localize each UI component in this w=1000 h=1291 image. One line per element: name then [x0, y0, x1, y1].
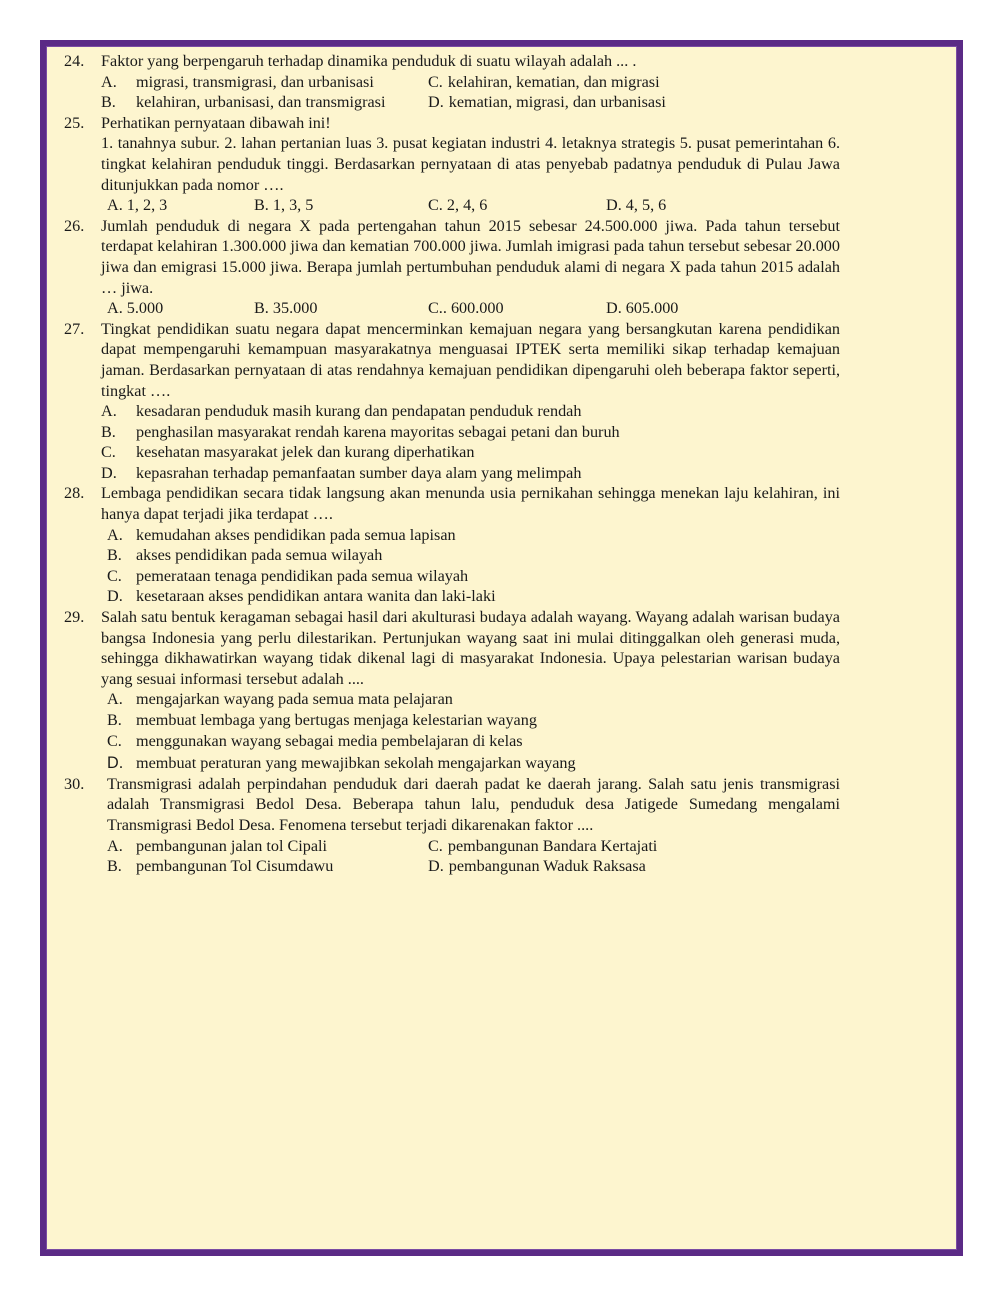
option-letter: C. [428, 836, 443, 855]
question-24 [64, 51, 840, 113]
option-letter: D. [107, 587, 123, 606]
option-a[interactable] [107, 525, 840, 546]
question-stem: 1. tanahnya subur. 2. lahan pertanian luas 3. pusat kegiatan industri 4. letaknya strategis 5. pusat pemerintahan 6. tingkat kelahiran penduduk tinggi. Berdasarkan pernyataan di atas penyebab padatnya penduduk di Pulau Jawa ditunjukkan pada nomor …. [101, 134, 840, 194]
question-number: 28. [64, 484, 85, 503]
option-a[interactable] [101, 72, 428, 93]
question-number: 26. [64, 216, 85, 235]
option-letter: A. [107, 690, 123, 709]
option-letter: C. [107, 566, 122, 585]
option-text: pembangunan Tol Cisumdawu [136, 857, 334, 876]
option-d[interactable] [101, 463, 840, 484]
option-a[interactable]: A. 5.000 [107, 299, 164, 318]
option-text: pembangunan jalan tol Cipali [136, 836, 328, 855]
question-number: 24. [64, 52, 85, 70]
question-29 [64, 607, 840, 774]
option-d[interactable] [428, 856, 646, 877]
option-b[interactable]: B. 35.000 [254, 299, 318, 318]
question-stem: Jumlah penduduk di negara X pada pertengahan tahun 2015 sebesar 24.500.000 jiwa. Pada tahun tersebut terdapat kelahiran 1.300.000 jiwa dan kematian 700.000 jiwa. Jumlah imigrasi pada tahun tersebut sebesar 20.000 jiwa dan emigrasi 15.000 jiwa. Berapa jumlah pertumbuhan penduduk alami di negara X pada tahun 2015 adalah … jiwa. [101, 216, 840, 297]
option-text: kematian, migrasi, dan urbanisasi [448, 93, 666, 112]
option-letter: A. [107, 525, 123, 544]
option-letter: B. [107, 711, 122, 729]
question-stem: Faktor yang berpengaruh terhadap dinamika penduduk di suatu wilayah adalah ... . [101, 52, 637, 70]
option-c[interactable] [428, 836, 657, 857]
question-28 [64, 483, 840, 607]
question-list [64, 51, 840, 877]
option-text: penghasilan masyarakat rendah karena mayoritas sebagai petani dan buruh [136, 422, 620, 441]
option-letter: B. [101, 422, 116, 441]
option-text: kesadaran penduduk masih kurang dan pendapatan penduduk rendah [136, 402, 582, 421]
option-letter: A. [101, 72, 117, 91]
option-b[interactable] [101, 422, 840, 443]
option-c[interactable] [428, 72, 660, 93]
option-text: kesetaraan akses pendidikan antara wanita dan laki-laki [136, 587, 496, 606]
option-text: menggunakan wayang sebagai media pembelajaran di kelas [136, 731, 523, 750]
option-letter: D. [428, 857, 444, 876]
question-number: 25. [64, 113, 85, 132]
option-letter: D. [101, 463, 117, 482]
option-c[interactable]: C. 2, 4, 6 [428, 196, 488, 215]
question-stem: Salah satu bentuk keragaman sebagai hasil dari akulturasi budaya adalah wayang. Wayang adalah warisan budaya bangsa Indonesia yang perlu dilestarikan. Pertunjukan wayang saat ini mulai ditinggalkan oleh generasi muda, sehingga dikhawatirkan wayang tidak dikenal lagi di masyarakat Indonesia. Upaya pelestarian warisan budaya yang sesuai informasi tersebut adalah .... [101, 608, 840, 688]
option-text: kepasrahan terhadap pemanfaatan sumber daya alam yang melimpah [136, 463, 582, 482]
option-letter: A. [101, 402, 117, 421]
option-letter: C. [107, 731, 122, 750]
option-text: kelahiran, urbanisasi, dan transmigrasi [136, 93, 386, 112]
option-text: migrasi, transmigrasi, dan urbanisasi [136, 72, 374, 91]
option-b[interactable]: B. 1, 3, 5 [254, 196, 314, 215]
option-text: kelahiran, kematian, dan migrasi [447, 72, 660, 91]
option-letter: A. [107, 836, 123, 855]
option-letter: B. [107, 546, 122, 565]
question-25 [64, 113, 840, 216]
option-text: pemerataan tenaga pendidikan pada semua wilayah [136, 566, 469, 585]
option-d[interactable] [428, 92, 666, 113]
question-stem: Transmigrasi adalah perpindahan penduduk dari daerah padat ke daerah jarang. Salah satu jenis transmigrasi adalah Transmigrasi Bedol Desa. Beberapa tahun lalu, penduduk desa Jatigede Sumedang mengalami Transmigrasi Bedol Desa. Fenomena tersebut terjadi dikarenakan faktor .... [107, 774, 840, 834]
option-c[interactable] [101, 442, 840, 463]
option-a[interactable] [107, 836, 428, 857]
question-26 [64, 216, 840, 319]
option-letter: B. [101, 93, 116, 112]
question-number: 30. [64, 774, 85, 793]
option-text: kesehatan masyarakat jelek dan kurang diperhatikan [136, 443, 475, 462]
option-text: akses pendidikan pada semua wilayah [136, 546, 383, 565]
option-c[interactable] [107, 566, 840, 587]
option-letter: B. [107, 857, 122, 876]
option-c[interactable]: C.. 600.000 [428, 299, 504, 318]
option-text: kemudahan akses pendidikan pada semua lapisan [136, 525, 456, 544]
option-b[interactable] [101, 92, 428, 113]
option-a[interactable] [107, 689, 840, 710]
option-letter: D. [107, 754, 124, 773]
option-d[interactable]: D. 4, 5, 6 [606, 196, 667, 215]
option-b[interactable] [107, 545, 840, 566]
question-27 [64, 319, 840, 484]
option-d[interactable] [107, 753, 840, 774]
question-stem: Lembaga pendidikan secara tidak langsung akan menunda usia pernikahan sehingga menekan laju kelahiran, ini hanya dapat terjadi jika terdapat …. [101, 484, 840, 524]
option-letter: D. [428, 93, 444, 112]
question-stem: Tingkat pendidikan suatu negara dapat mencerminkan kemajuan negara yang bersangkutan karena pendidikan dapat mempengaruhi kemampuan masyarakatnya menguasai IPTEK serta memiliki sikap terhadap kemajuan jaman. Berdasarkan pernyataan di atas rendahnya kemajuan pendidikan dipengaruhi oleh beberapa faktor seperti, tingkat …. [101, 319, 840, 400]
option-c[interactable] [107, 731, 840, 752]
option-b[interactable] [107, 710, 840, 731]
option-b[interactable] [107, 856, 428, 877]
question-number: 27. [64, 319, 85, 338]
option-text: membuat peraturan yang mewajibkan sekolah mengajarkan wayang [136, 754, 576, 773]
option-a[interactable] [101, 401, 840, 422]
question-30 [64, 774, 840, 877]
option-text: mengajarkan wayang pada semua mata pelajaran [136, 690, 453, 709]
option-text: pembangunan Bandara Kertajati [447, 836, 658, 855]
question-stem-title: Perhatikan pernyataan dibawah ini! [101, 113, 331, 132]
option-text: membuat lembaga yang bertugas menjaga kelestarian wayang [136, 711, 537, 729]
option-d[interactable]: D. 605.000 [606, 299, 679, 318]
option-letter: C. [428, 72, 443, 91]
option-letter: C. [101, 443, 116, 462]
question-number: 29. [64, 608, 85, 627]
option-text: pembangunan Waduk Raksasa [448, 857, 646, 876]
option-d[interactable] [107, 586, 840, 607]
option-a[interactable]: A. 1, 2, 3 [107, 196, 168, 215]
